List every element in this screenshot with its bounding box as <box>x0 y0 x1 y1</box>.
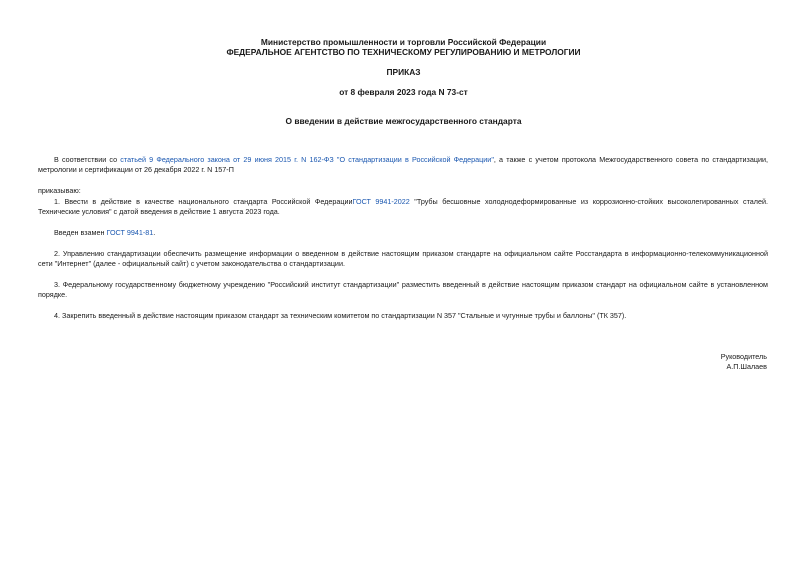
preamble-text-end: , а также с учетом протокола Межгосударственного совета по стандартизации, метрологии и сертификации от 26 декабря 2022 г. N 157-П <box>38 155 768 174</box>
replaced-text-end: . <box>153 228 156 237</box>
paragraph-order-word: приказываю: <box>38 186 81 195</box>
agency-title: ФЕДЕРАЛЬНОЕ АГЕНТСТВО ПО ТЕХНИЧЕСКОМУ РЕГУЛИРОВАНИЮ И МЕТРОЛОГИИ <box>226 47 581 57</box>
document-type: ПРИКАЗ <box>386 67 421 77</box>
signature-title: Руководитель <box>720 352 767 361</box>
law-link[interactable]: статьей 9 Федерального закона от 29 июня 2015 г. N 162-ФЗ "О стандартизации в Российской Федерации" <box>120 155 494 164</box>
signature-name: А.П.Шалаев <box>726 362 767 371</box>
document-subject: О введении в действие межгосударственного стандарта <box>285 116 522 126</box>
paragraph-preamble <box>38 155 768 175</box>
paragraph-replaced <box>38 228 768 238</box>
paragraph-item-4: 4. Закрепить введенный в действие настоящим приказом стандарт за техническим комитетом по стандартизации N 357 "Стальные и чугунные трубы и баллоны" (ТК 357). <box>54 311 627 320</box>
ministry-title: Министерство промышленности и торговли Российской Федерации <box>260 37 547 47</box>
gost-81-link[interactable]: ГОСТ 9941-81 <box>106 228 154 237</box>
item-1-text-end: "Трубы бесшовные холоднодеформированные из коррозионно-стойких высоколегированных сталей. Технические условия" с датой введения в действие 1 августа 2023 года. <box>38 197 768 216</box>
preamble-text-start: В соответствии со <box>54 155 121 164</box>
paragraph-item-3: 3. Федеральному государственному бюджетному учреждению "Российский институт стандартизации" разместить введенный в действие настоящим приказом стандарт на официальном сайте в установленном порядке. <box>38 280 768 299</box>
gost-2022-link[interactable]: ГОСТ 9941-2022 <box>352 197 410 206</box>
document-date-number: от 8 февраля 2023 года N 73-ст <box>339 87 468 97</box>
paragraph-item-1 <box>38 197 768 217</box>
item-1-text-start: 1. Ввести в действие в качестве национального стандарта Российской Федерации <box>54 197 353 206</box>
paragraph-item-2: 2. Управлению стандартизации обеспечить размещение информации о введенном в действие настоящим приказом стандарте на официальном сайте Росстандарта в информационно-телекоммуникационной сети "Интернет" (далее - официальный сайт) с учетом законодательства о стандартизации. <box>38 249 768 268</box>
replaced-text-start: Введен взамен <box>54 228 107 237</box>
